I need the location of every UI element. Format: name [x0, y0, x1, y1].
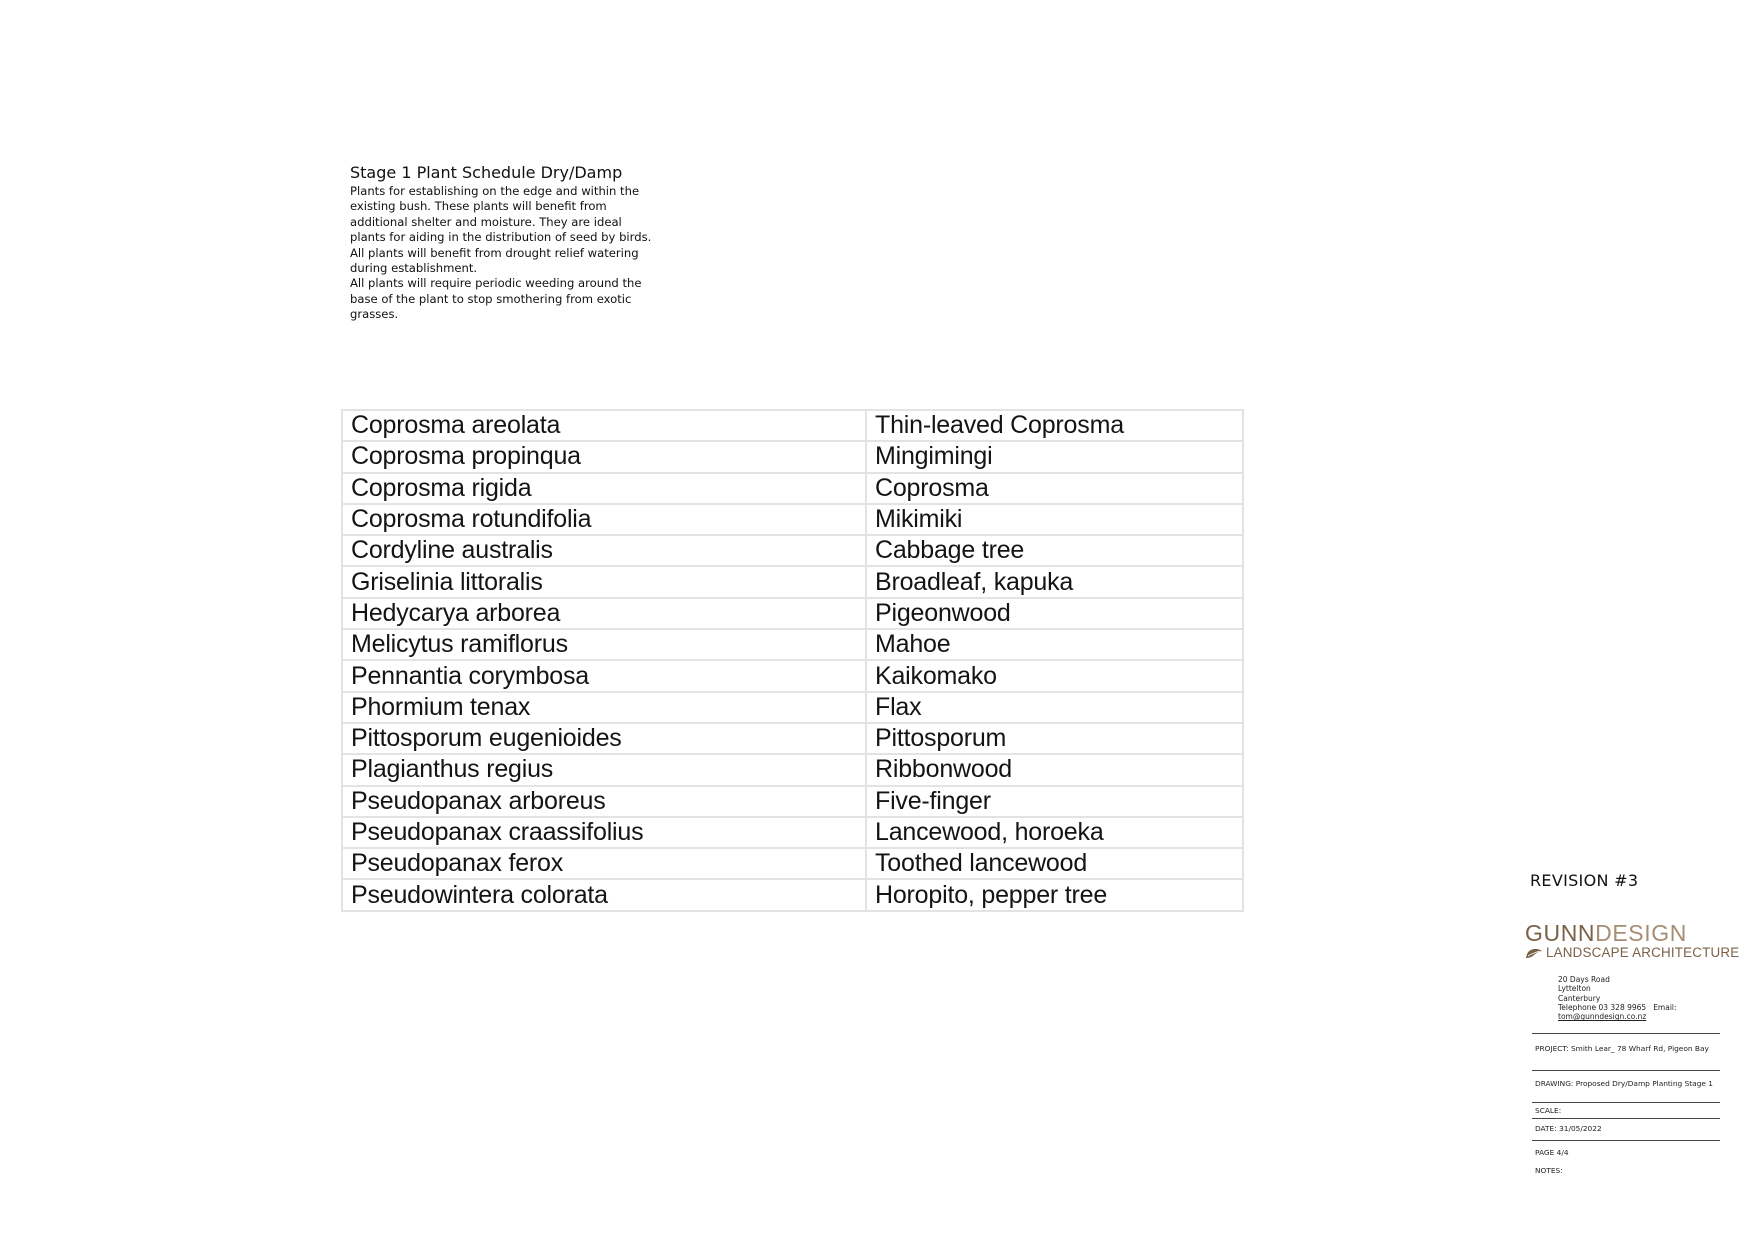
address-street: 20 Days Road	[1558, 975, 1610, 984]
common-name: Mikimiki	[866, 504, 1243, 535]
botanical-name: Pseudowintera colorata	[342, 879, 866, 910]
common-name: Ribbonwood	[866, 754, 1243, 785]
intro-paragraph: Plants for establishing on the edge and within the existing bush. These plants will benefit from additional shelter and moisture. They are ideal plants for aiding in the distribution of seed by birds.	[350, 184, 652, 245]
common-name: Five-finger	[866, 786, 1243, 817]
botanical-name: Melicytus ramiflorus	[342, 629, 866, 660]
company-address	[1558, 975, 1677, 1021]
table-row	[342, 817, 1243, 848]
common-name: Horopito, pepper tree	[866, 879, 1243, 910]
logo-word-gunn: GUNN	[1525, 920, 1596, 946]
revision-label: REVISION #3	[1530, 871, 1639, 890]
table-row	[342, 629, 1243, 660]
leaf-icon	[1525, 947, 1543, 959]
common-name: Cabbage tree	[866, 535, 1243, 566]
common-name: Kaikomako	[866, 660, 1243, 691]
common-name: Coprosma	[866, 473, 1243, 504]
page-field: PAGE 4/4	[1535, 1148, 1569, 1157]
drawing-field: DRAWING: Proposed Dry/Damp Planting Stage 1	[1535, 1079, 1713, 1088]
table-row	[342, 786, 1243, 817]
table-row	[342, 473, 1243, 504]
table-row	[342, 692, 1243, 723]
address-region: Canterbury	[1558, 993, 1601, 1003]
botanical-name: Coprosma propinqua	[342, 441, 866, 472]
address-town: Lyttelton	[1558, 984, 1591, 994]
botanical-name: Coprosma rigida	[342, 473, 866, 504]
table-row	[342, 598, 1243, 629]
schedule-title: Stage 1 Plant Schedule Dry/Damp	[350, 163, 623, 182]
common-name: Pittosporum	[866, 723, 1243, 754]
project-field: PROJECT: Smith Lear_ 78 Wharf Rd, Pigeon Bay	[1535, 1044, 1709, 1053]
botanical-name: Plagianthus regius	[342, 754, 866, 785]
botanical-name: Pseudopanax arboreus	[342, 786, 866, 817]
scale-field: SCALE:	[1535, 1106, 1562, 1115]
table-row	[342, 535, 1243, 566]
contact-row	[1558, 1003, 1677, 1012]
title-block-divider	[1532, 1033, 1720, 1034]
common-name: Mingimingi	[866, 441, 1243, 472]
common-name: Thin-leaved Coprosma	[866, 410, 1243, 441]
table-row	[342, 723, 1243, 754]
title-block-divider	[1532, 1140, 1720, 1141]
notes-field: NOTES:	[1535, 1166, 1563, 1175]
table-row	[342, 566, 1243, 597]
botanical-name: Pittosporum eugenioides	[342, 723, 866, 754]
intro-paragraph: All plants will benefit from drought relief watering during establishment.	[350, 245, 639, 276]
company-logo	[1525, 920, 1740, 960]
common-name: Broadleaf, kapuka	[866, 566, 1243, 597]
logo-wordmark	[1525, 922, 1725, 945]
email-label: Email:	[1653, 1002, 1677, 1012]
table-row	[342, 504, 1243, 535]
logo-word-design: DESIGN	[1595, 920, 1687, 946]
botanical-name: Hedycarya arborea	[342, 598, 866, 629]
plant-schedule-table	[341, 409, 1244, 912]
botanical-name: Pseudopanax ferox	[342, 848, 866, 879]
common-name: Mahoe	[866, 629, 1243, 660]
table-row	[342, 660, 1243, 691]
common-name: Pigeonwood	[866, 598, 1243, 629]
botanical-name: Cordyline australis	[342, 535, 866, 566]
botanical-name: Griselinia littoralis	[342, 566, 866, 597]
table-row	[342, 410, 1243, 441]
table-row	[342, 879, 1243, 910]
table-row	[342, 848, 1243, 879]
botanical-name: Coprosma areolata	[342, 410, 866, 441]
logo-subtitle: LANDSCAPE ARCHITECTURE	[1546, 945, 1740, 960]
intro-paragraph: All plants will require periodic weeding around the base of the plant to stop smothering from exotic grasses.	[350, 276, 642, 322]
botanical-name: Pennantia corymbosa	[342, 660, 866, 691]
date-field: DATE: 31/05/2022	[1535, 1124, 1602, 1133]
email-link[interactable]: tom@gunndesign.co.nz	[1558, 1012, 1647, 1022]
telephone: Telephone 03 328 9965	[1558, 1002, 1647, 1012]
botanical-name: Pseudopanax craassifolius	[342, 817, 866, 848]
common-name: Toothed lancewood	[866, 848, 1243, 879]
botanical-name: Phormium tenax	[342, 692, 866, 723]
title-block-divider	[1532, 1102, 1720, 1103]
title-block-divider	[1532, 1118, 1720, 1119]
title-block-divider	[1532, 1070, 1720, 1071]
logo-subtitle-row	[1525, 945, 1740, 960]
table-row	[342, 441, 1243, 472]
common-name: Flax	[866, 692, 1243, 723]
common-name: Lancewood, horoeka	[866, 817, 1243, 848]
table-row	[342, 754, 1243, 785]
botanical-name: Coprosma rotundifolia	[342, 504, 866, 535]
plant-schedule-intro	[350, 163, 660, 323]
